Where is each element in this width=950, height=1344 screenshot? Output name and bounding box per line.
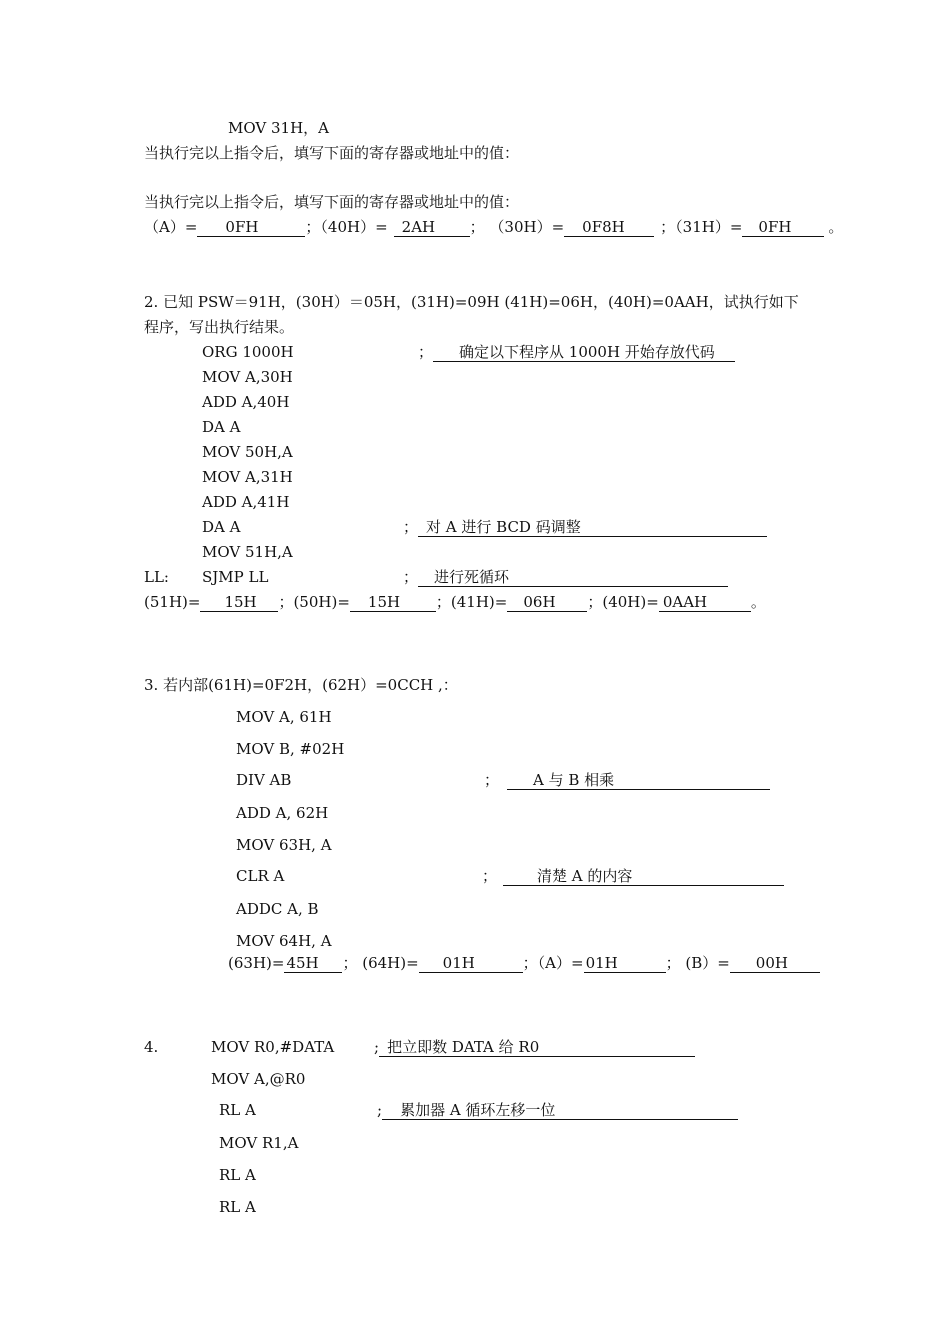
q1-40h-answer: 2AH bbox=[394, 220, 470, 237]
q4-comment-mov-text: 把立即数 DATA 给 R0 bbox=[379, 1040, 695, 1057]
q2-code-line: MOV A,30H bbox=[202, 368, 293, 386]
q3-code-line: ADDC A, B bbox=[236, 900, 319, 918]
q2-comment-sjmp bbox=[403, 570, 728, 587]
q3-a-answer: 01H bbox=[584, 956, 666, 973]
q1-code-line: MOV 31H，A bbox=[228, 119, 329, 137]
q3-answer-line bbox=[228, 956, 820, 973]
q4-code-line: MOV A,@R0 bbox=[211, 1070, 306, 1088]
q4-code-line: RL A bbox=[219, 1198, 256, 1216]
q2-code-line: SJMP LL bbox=[202, 568, 269, 586]
q2-code-line: MOV A,31H bbox=[202, 468, 293, 486]
q4-comment-rl bbox=[377, 1103, 738, 1120]
q3-code-line: MOV B, #02H bbox=[236, 740, 345, 758]
q2-comment-sjmp-text: 进行死循环 bbox=[418, 570, 728, 587]
q3-b-answer: 00H bbox=[730, 956, 820, 973]
q1-30h-label: ； （30H）= bbox=[469, 218, 565, 236]
q3-code-line: MOV 64H, A bbox=[236, 932, 332, 950]
q2-comment-da-text: 对 A 进行 BCD 码调整 bbox=[418, 520, 767, 537]
q2-period: 。 bbox=[750, 593, 766, 611]
q3-63h-answer: 45H bbox=[284, 956, 342, 973]
q2-51h-label: (51H)= bbox=[144, 593, 201, 611]
q1-answer-line bbox=[144, 220, 843, 237]
q3-comment-clr bbox=[482, 869, 784, 886]
q3-code-line: MOV A, 61H bbox=[236, 708, 332, 726]
q2-code-line: ADD A,41H bbox=[202, 493, 290, 511]
q4-comment-rl-text: 累加器 A 循环左移一位 bbox=[382, 1103, 738, 1120]
q2-41h-answer: 06H bbox=[507, 595, 587, 612]
q1-40h-label: ；（40H）= bbox=[305, 218, 388, 236]
q3-code-line: DIV AB bbox=[236, 771, 292, 789]
q2-51h-answer: 15H bbox=[200, 595, 278, 612]
q4-code-line: MOV R0,#DATA bbox=[211, 1038, 335, 1056]
q3-code-line: MOV 63H, A bbox=[236, 836, 332, 854]
q1-31h-answer: 0FH bbox=[742, 220, 824, 237]
q2-comment-org-text: 确定以下程序从 1000H 开始存放代码 bbox=[433, 345, 735, 362]
q3-63h-label: (63H)= bbox=[228, 954, 285, 972]
q4-code-line: RL A bbox=[219, 1166, 256, 1184]
q2-stem-cont: 程序，写出执行结果。 bbox=[144, 318, 295, 336]
q3-comment-div bbox=[484, 773, 770, 790]
q4-semicolon: ; bbox=[374, 1038, 380, 1056]
q2-comment-da bbox=[403, 520, 767, 537]
q1-prompt: 当执行完以上指令后，填写下面的寄存器或地址中的值： bbox=[144, 144, 520, 162]
q2-50h-answer: 15H bbox=[350, 595, 436, 612]
q3-code-line: ADD A, 62H bbox=[236, 804, 329, 822]
q2-code-line: DA A bbox=[202, 418, 241, 436]
q1-prompt-repeat: 当执行完以上指令后，填写下面的寄存器或地址中的值： bbox=[144, 193, 520, 211]
q1-period: 。 bbox=[828, 218, 844, 236]
q1-31h-label: ；（31H）= bbox=[660, 218, 743, 236]
q2-code-line: ADD A,40H bbox=[202, 393, 290, 411]
q2-semicolon: ； bbox=[403, 518, 419, 536]
q1-a-answer: 0FH bbox=[197, 220, 305, 237]
q2-code-line: ORG 1000H bbox=[202, 343, 294, 361]
q2-semicolon: ； bbox=[418, 343, 434, 361]
q3-code-line: CLR A bbox=[236, 867, 285, 885]
q3-64h-answer: 01H bbox=[419, 956, 523, 973]
q2-code-line: DA A bbox=[202, 518, 241, 536]
q4-code-line: MOV R1,A bbox=[219, 1134, 299, 1152]
q2-label-ll: LL: bbox=[144, 568, 169, 586]
q1-30h-answer: 0F8H bbox=[564, 220, 654, 237]
q3-semicolon: ； bbox=[482, 867, 498, 885]
q4-number: 4. bbox=[144, 1038, 159, 1056]
q2-code-line: MOV 51H,A bbox=[202, 543, 293, 561]
q2-41h-label: ；(41H)= bbox=[435, 593, 508, 611]
q3-a-label: ；（A）= bbox=[522, 954, 584, 972]
q1-a-label: （A）= bbox=[144, 218, 198, 236]
q2-semicolon: ； bbox=[403, 568, 419, 586]
q2-40h-label: ；(40H)= bbox=[587, 593, 659, 611]
q2-comment-org bbox=[418, 345, 735, 362]
q3-comment-div-text: A 与 B 相乘 bbox=[507, 773, 770, 790]
q3-semicolon: ； bbox=[484, 771, 500, 789]
q2-answer-line bbox=[144, 595, 766, 612]
q2-code-line: MOV 50H,A bbox=[202, 443, 293, 461]
q4-code-line: RL A bbox=[219, 1101, 256, 1119]
q3-64h-label: ； (64H)= bbox=[342, 954, 419, 972]
q2-40h-answer: 0AAH bbox=[659, 595, 751, 612]
q4-semicolon: ; bbox=[377, 1101, 383, 1119]
q2-50h-label: ；(50H)= bbox=[278, 593, 350, 611]
q2-stem: 2. 已知 PSW＝91H，(30H）＝05H，(31H)=09H (41H)=06H，(40H)=0AAH，试执行如下 bbox=[144, 293, 799, 311]
q3-comment-clr-text: 清楚 A 的内容 bbox=[503, 869, 784, 886]
q3-stem: 3. 若内部(61H)=0F2H，(62H）=0CCH ,： bbox=[144, 676, 458, 694]
q3-b-label: ； (B）= bbox=[665, 954, 730, 972]
q4-comment-mov bbox=[374, 1040, 695, 1057]
